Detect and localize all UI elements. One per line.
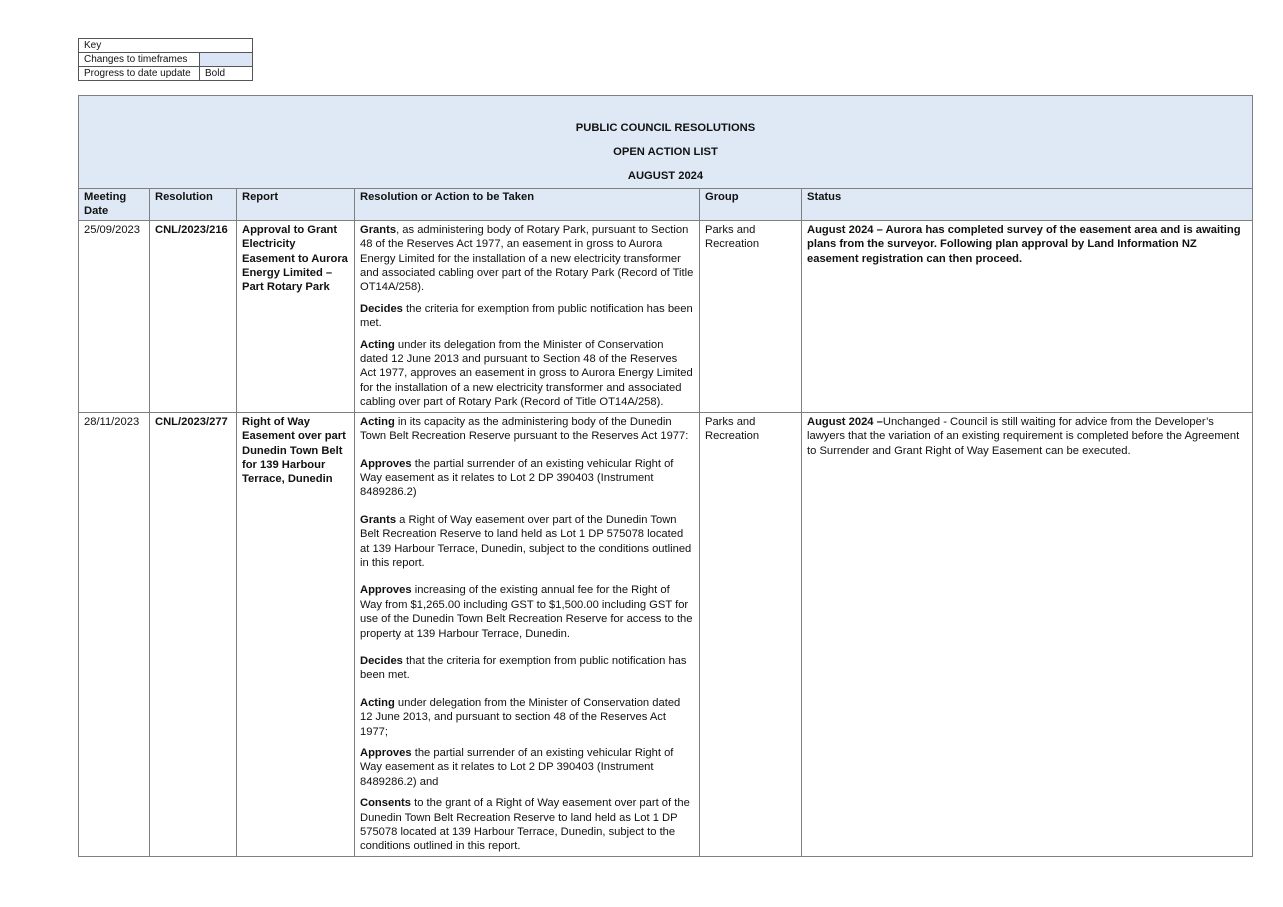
action-text: the partial surrender of an existing vehicular Right of Way easement as it relates to Lot 2 DP 390403 (Instrument 8489286.2) (360, 457, 674, 499)
action-verb: Decides (360, 654, 403, 667)
header-action: Resolution or Action to be Taken (355, 189, 700, 221)
action-verb: Acting (360, 415, 395, 428)
meeting-date: 25/09/2023 (79, 220, 150, 412)
key-value-progress: Bold (200, 67, 253, 81)
status-update: August 2024 – (807, 415, 883, 428)
action-paragraph (360, 796, 694, 854)
action-verb: Approves (360, 747, 412, 759)
resolution-number: CNL/2023/216 (150, 220, 237, 412)
action-paragraph (360, 457, 694, 500)
action-text: , as administering body of Rotary Park, pursuant to Section 48 of the Reserves Act 1977, an easement in gross to Aurora Energy Limited for the installation of a new electricity transformer and associated cabling over part of the Rotary Park (Record of Title OT14A/258). (360, 223, 694, 294)
action-cell (355, 412, 700, 856)
action-paragraph (360, 223, 694, 295)
action-paragraph (360, 415, 694, 444)
action-paragraph (360, 746, 694, 789)
banner-month: AUGUST 2024 (627, 170, 704, 182)
action-verb: Acting (360, 338, 395, 351)
key-label-progress: Progress to date update (79, 67, 200, 81)
action-paragraph (360, 654, 694, 683)
header-resolution: Resolution (150, 189, 237, 221)
report-title: Approval to Grant Electricity Easement to Aurora Energy Limited – Part Rotary Park (237, 220, 355, 412)
status-cell (802, 412, 1253, 856)
banner-title: PUBLIC COUNCIL RESOLUTIONS (575, 122, 756, 134)
action-text: in its capacity as the administering body of the Dunedin Town Belt Recreation Reserve pursuant to the Reserves Act 1977: (360, 415, 689, 443)
action-verb: Acting (360, 696, 395, 709)
action-text: that the criteria for exemption from public notification has been met. (360, 654, 687, 682)
table-row (79, 412, 1253, 856)
action-paragraph (360, 583, 694, 641)
report-title: Right of Way Easement over part Dunedin Town Belt for 139 Harbour Terrace, Dunedin (237, 412, 355, 856)
banner-subtitle: OPEN ACTION LIST (613, 146, 718, 158)
action-verb: Decides (360, 302, 403, 315)
resolution-number: CNL/2023/277 (150, 412, 237, 856)
group-name: Parks and Recreation (700, 412, 802, 856)
action-text: the criteria for exemption from public notification has been met. (360, 302, 693, 330)
action-paragraph (360, 302, 694, 331)
action-verb: Approves (360, 457, 412, 470)
action-paragraph (360, 513, 694, 571)
status-cell (802, 220, 1253, 412)
group-name: Parks and Recreation (700, 220, 802, 412)
action-text: to the grant of a Right of Way easement over part of the Dunedin Town Belt Recreation Reserve to land held as Lot 1 DP 575078 located at 139 Harbour Terrace, Dunedin, subject to the conditions outlined in this report. (360, 797, 690, 853)
action-paragraph (360, 696, 694, 739)
table-banner (79, 96, 1253, 189)
action-verb: Grants (360, 513, 397, 526)
key-table (78, 38, 253, 81)
action-verb: Consents (360, 797, 411, 810)
table-header-row (79, 189, 1253, 221)
action-cell (355, 220, 700, 412)
table-row (79, 220, 1253, 412)
header-group: Group (700, 189, 802, 221)
meeting-date: 28/11/2023 (79, 412, 150, 856)
action-text: increasing of the existing annual fee for the Right of Way from $1,265.00 including GST to $1,500.00 including GST for use of the Dunedin Town Belt Recreation Reserve for access to the property at 139 Harbour Terrace, Dunedin. (360, 584, 693, 640)
key-swatch-timeframes (200, 53, 253, 67)
action-paragraph (360, 338, 694, 410)
header-report: Report (237, 189, 355, 221)
action-text: the partial surrender of an existing vehicular Right of Way easement as it relates to Lot 2 DP 390403 (Instrument 8489286.2) and (360, 747, 674, 788)
header-status: Status (802, 189, 1253, 221)
action-text: a Right of Way easement over part of the Dunedin Town Belt Recreation Reserve to land held as Lot 1 DP 575078 located at 139 Harbour Terrace, Dunedin, subject to the conditions outlined in this report. (360, 513, 692, 569)
key-label-timeframes: Changes to timeframes (79, 53, 200, 67)
status-update: August 2024 – Aurora has completed survey of the easement area and is awaiting plans from the surveyor. Following plan approval by Land Information NZ easement registration can then proceed. (807, 223, 1241, 265)
key-title: Key (79, 39, 253, 53)
action-text: under delegation from the Minister of Conservation dated 12 June 2013, and pursuant to section 48 of the Reserves Act 1977; (360, 696, 681, 738)
action-text: under its delegation from the Minister of Conservation dated 12 June 2013 and pursuant to Section 48 of the Reserves Act 1977, approves an easement in gross to Aurora Energy Limited for the installation of a new electricity transformer and associated cabling over part of Rotary Park (Record of Title OT14A/258). (360, 338, 693, 409)
action-verb: Approves (360, 584, 412, 597)
banner-cell (79, 96, 1253, 189)
header-meeting-date: Meeting Date (79, 189, 150, 221)
status-text: Unchanged - Council is still waiting for advice from the Developer’s lawyers that the variation of an existing requirement is completed before the Agreement to Surrender and Grant Right of Way Easement can be executed. (807, 415, 1240, 457)
action-verb: Grants (360, 223, 397, 236)
action-list-table (78, 95, 1253, 857)
